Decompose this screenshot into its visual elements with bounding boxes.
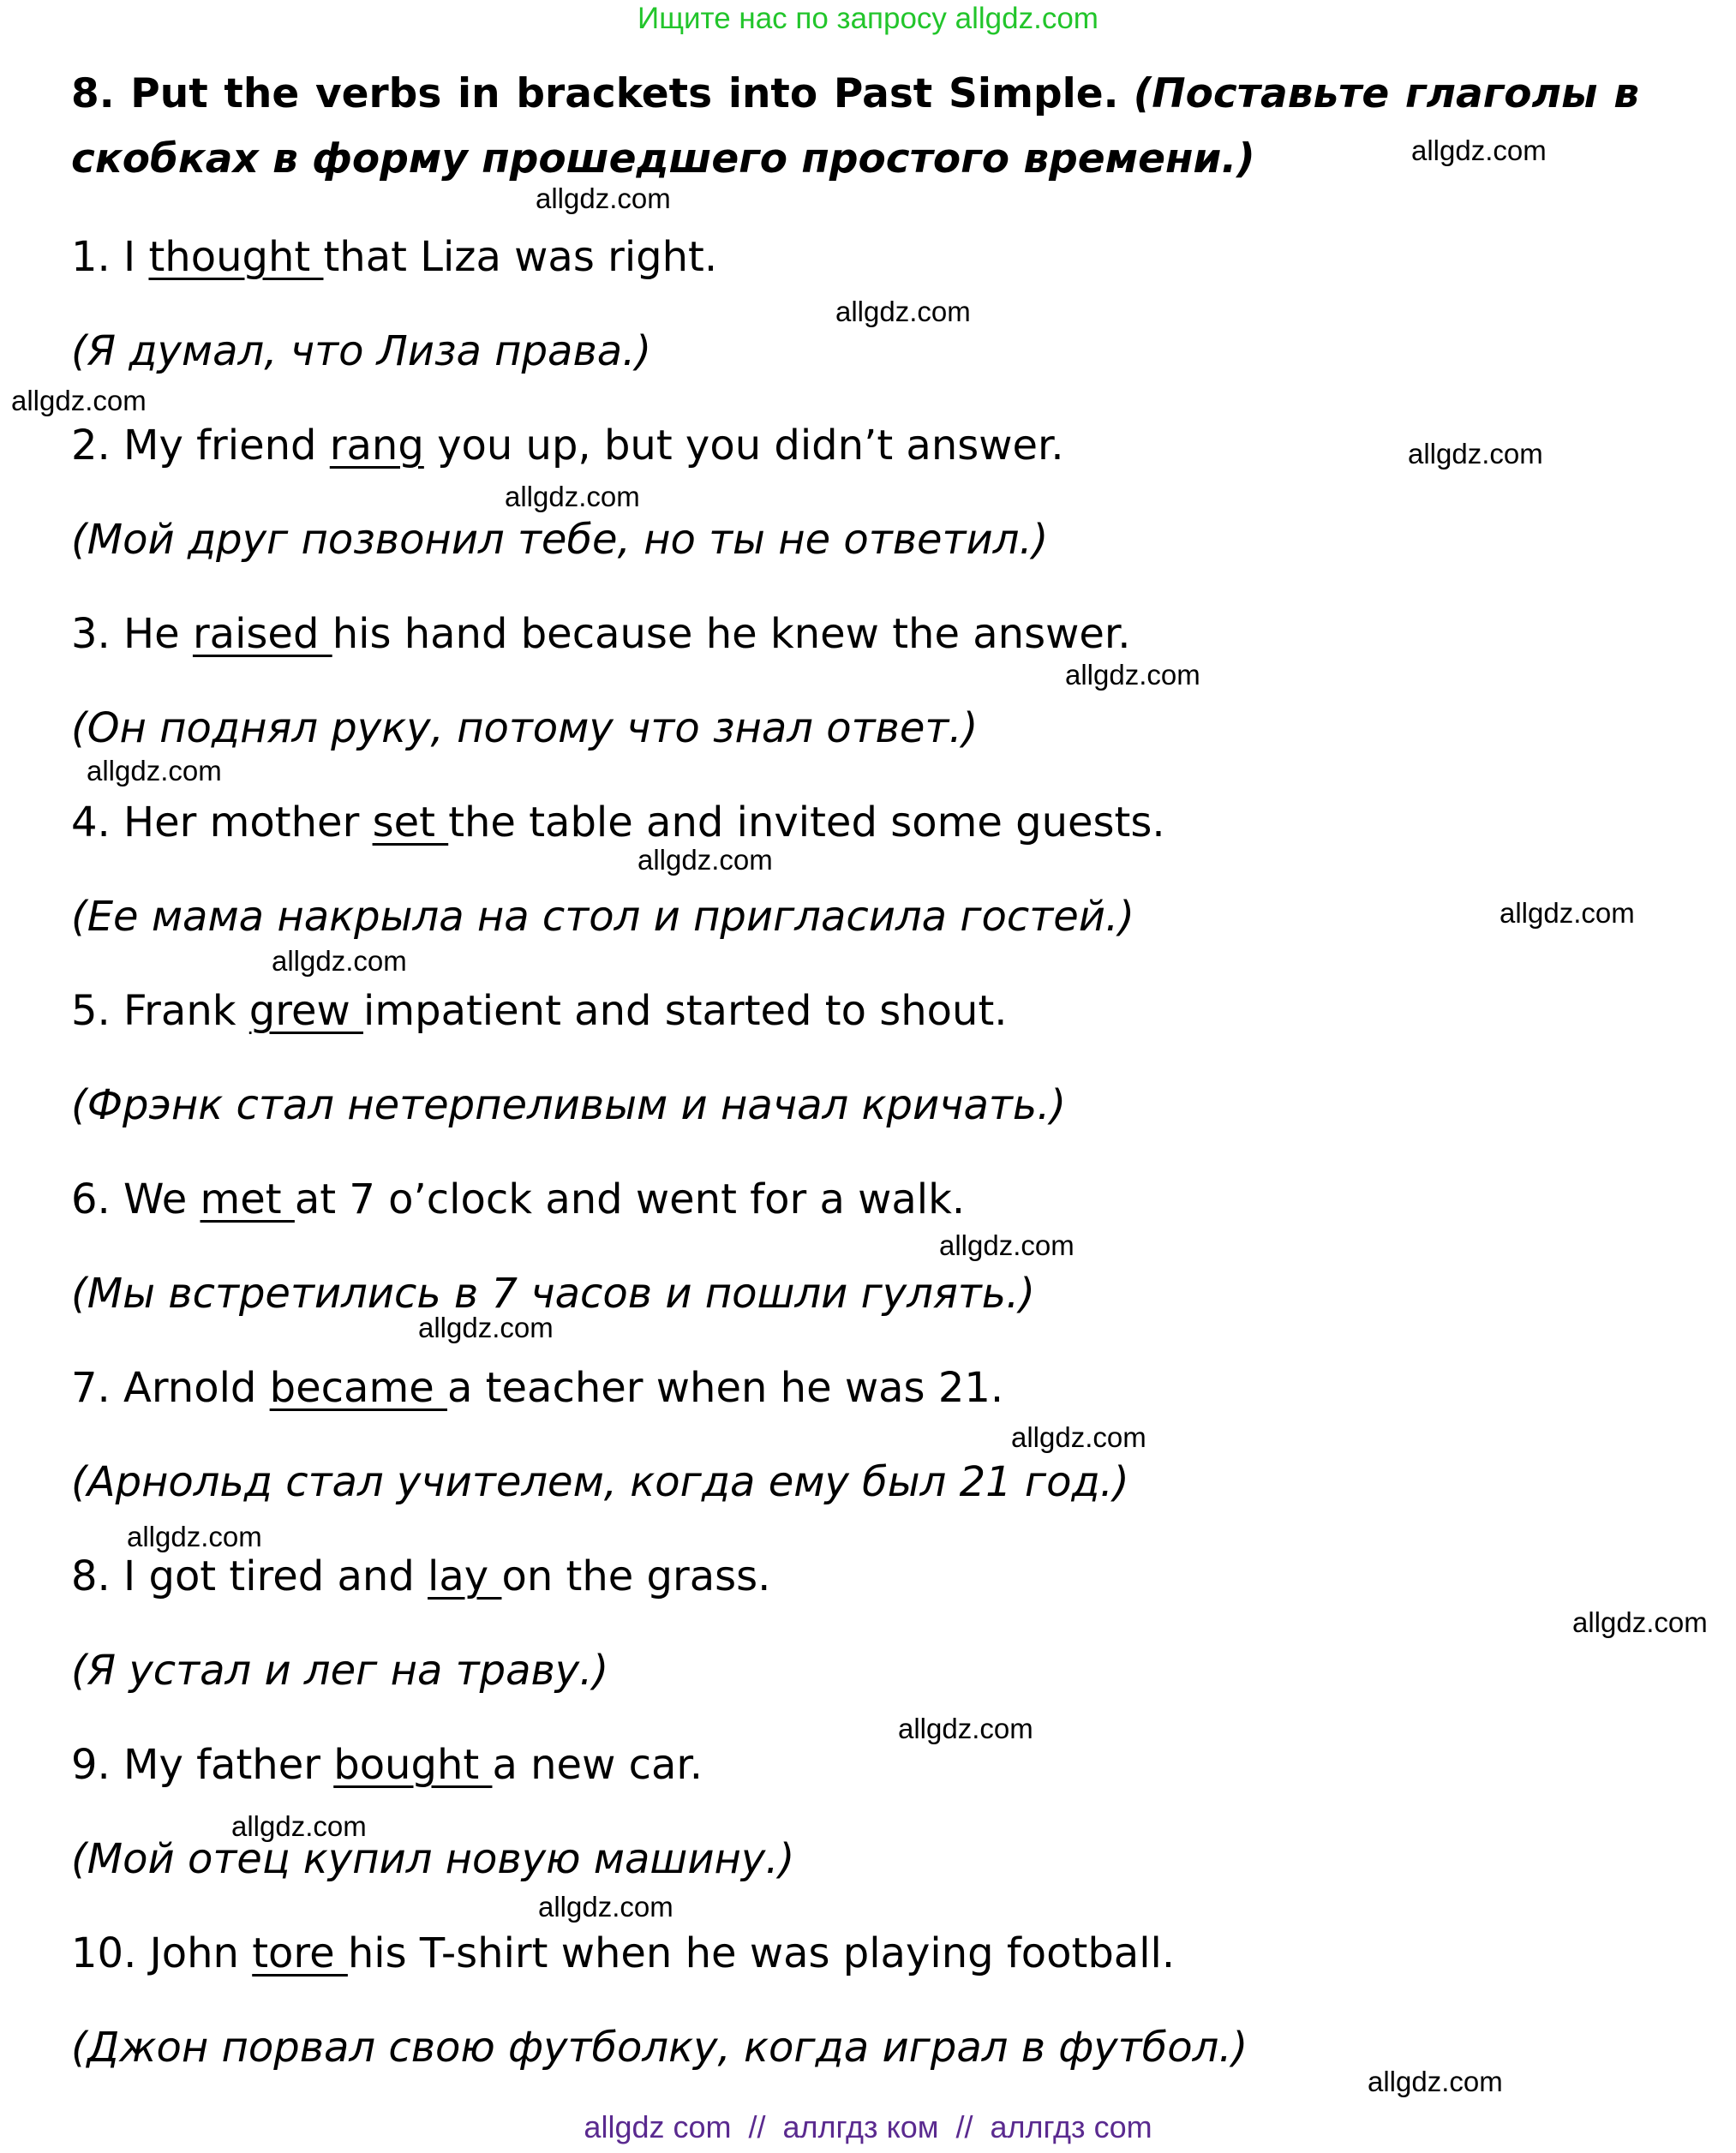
watermark: allgdz.com xyxy=(505,481,640,512)
watermark: allgdz.com xyxy=(1408,438,1543,469)
answer-verb: became xyxy=(269,1364,447,1412)
exercise-sentence-9 xyxy=(71,1739,703,1791)
sentence-text: the table and invited some guests. xyxy=(448,798,1165,846)
sentence-text: 9. My father xyxy=(71,1741,334,1789)
sentence-text: on the grass. xyxy=(501,1552,771,1600)
sentence-text: 7. Arnold xyxy=(71,1364,270,1412)
watermark: allgdz.com xyxy=(87,755,222,786)
sentence-text: impatient and started to shout. xyxy=(363,987,1008,1035)
answer-verb: bought xyxy=(333,1741,493,1789)
translation-5: (Фрэнк стал нетерпеливым и начал кричать.) xyxy=(71,1081,1067,1129)
task-title xyxy=(71,62,1639,192)
sentence-text: his T-shirt when he was playing football. xyxy=(347,1929,1176,1977)
translation-9: (Мой отец купил новую машину.) xyxy=(71,1835,795,1883)
translation-2: (Мой друг позвонил тебе, но ты не ответил.) xyxy=(71,516,1049,564)
task-title-english: 8. Put the verbs in brackets into Past Simple. xyxy=(71,70,1119,117)
translation-10: (Джон порвал свою футболку, когда играл в футбол.) xyxy=(71,2024,1248,2072)
sentence-text: at 7 o’clock and went for a walk. xyxy=(294,1175,966,1223)
sentence-text: 8. I got tired and xyxy=(71,1552,428,1600)
watermark: allgdz.com xyxy=(418,1312,554,1343)
exercise-sentence-5 xyxy=(71,985,1008,1037)
answer-verb: lay xyxy=(428,1552,502,1600)
translation-3: (Он поднял руку, потому что знал ответ.) xyxy=(71,704,979,752)
translation-8: (Я устал и лег на траву.) xyxy=(71,1647,609,1695)
exercise-sentence-3 xyxy=(71,608,1130,660)
translation-4: (Ее мама накрыла на стол и пригласила гостей.) xyxy=(71,893,1134,941)
answer-verb: thought xyxy=(148,233,324,281)
answer-verb: raised xyxy=(192,610,332,658)
sentence-text: 10. John xyxy=(71,1929,253,1977)
exercise-sentence-8 xyxy=(71,1551,770,1602)
watermark: allgdz.com xyxy=(1065,659,1200,691)
watermark: allgdz.com xyxy=(1011,1421,1146,1453)
watermark: allgdz.com xyxy=(638,844,773,876)
watermark: allgdz.com xyxy=(538,1891,673,1923)
footer-links[interactable]: allgdz com // аллгдз ком // аллгдз com xyxy=(584,2109,1152,2144)
translation-1: (Я думал, что Лиза права.) xyxy=(71,327,652,375)
watermark: allgdz.com xyxy=(127,1521,262,1552)
exercise-sentence-7 xyxy=(71,1362,1003,1414)
sentence-text: a teacher when he was 21. xyxy=(447,1364,1004,1412)
exercise-sentence-2 xyxy=(71,420,1064,471)
exercise-sentence-10 xyxy=(71,1928,1175,1979)
watermark: allgdz.com xyxy=(898,1713,1033,1744)
translation-6: (Мы встретились в 7 часов и пошли гулять.) xyxy=(71,1270,1035,1318)
sentence-text: 2. My friend xyxy=(71,422,330,469)
sentence-text: 3. He xyxy=(71,610,193,658)
answer-verb: set xyxy=(372,798,449,846)
exercise-sentence-4 xyxy=(71,797,1165,848)
sentence-text: that Liza was right. xyxy=(323,233,718,281)
watermark: allgdz.com xyxy=(1572,1606,1708,1638)
sentence-text: a new car. xyxy=(492,1741,703,1789)
answer-verb: grew xyxy=(248,987,363,1035)
watermark: allgdz.com xyxy=(835,296,971,327)
watermark: allgdz.com xyxy=(1368,2066,1503,2097)
answer-verb: rang xyxy=(329,422,424,469)
watermark: allgdz.com xyxy=(536,182,671,214)
translation-7: (Арнольд стал учителем, когда ему был 21 год.) xyxy=(71,1458,1129,1506)
exercise-sentence-1 xyxy=(71,231,717,283)
task-title-russian: (Поставьте глаголы в скобках в форму прошедшего простого времени.) xyxy=(71,70,1639,182)
exercise-sentence-6 xyxy=(71,1174,965,1225)
sentence-text: you up, but you didn’t answer. xyxy=(423,422,1064,469)
watermark: allgdz.com xyxy=(272,945,407,977)
watermark: allgdz.com xyxy=(939,1229,1075,1261)
watermark: allgdz.com xyxy=(231,1810,367,1842)
sentence-text: 4. Her mother xyxy=(71,798,373,846)
sentence-text: 6. We xyxy=(71,1175,201,1223)
watermark: allgdz.com xyxy=(1411,135,1547,166)
sentence-text: 1. I xyxy=(71,233,149,281)
answer-verb: tore xyxy=(252,1929,348,1977)
answer-verb: met xyxy=(200,1175,295,1223)
top-banner[interactable]: Ищите нас по запросу allgdz.com xyxy=(638,2,1098,35)
watermark: allgdz.com xyxy=(11,385,147,416)
sentence-text: his hand because he knew the answer. xyxy=(332,610,1131,658)
sentence-text: 5. Frank xyxy=(71,987,249,1035)
watermark: allgdz.com xyxy=(1500,897,1635,929)
